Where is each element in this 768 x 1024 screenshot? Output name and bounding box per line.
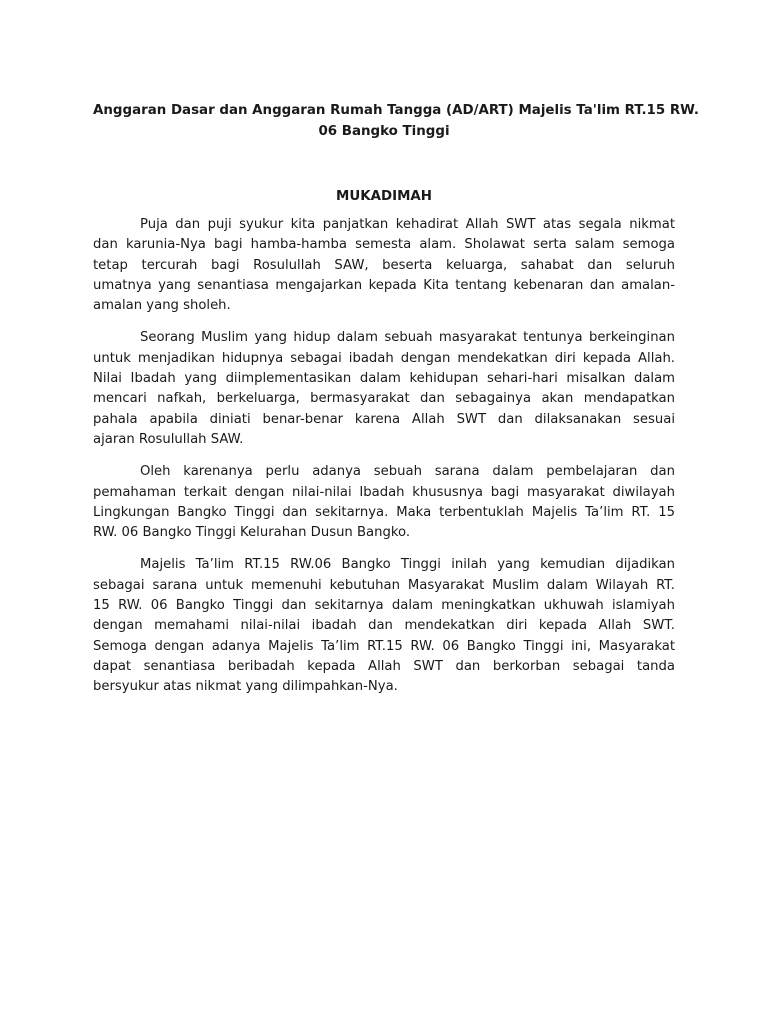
paragraph-line: ajaran Rosulullah SAW. <box>93 431 244 447</box>
paragraph-line: pemahaman terkait dengan nilai-nilai Ibadah khususnya bagi masyarakat diwilayah <box>93 484 675 500</box>
paragraph <box>93 555 675 697</box>
paragraph-line: tetap tercurah bagi Rosulullah SAW, beserta keluarga, sahabat dan seluruh <box>93 257 675 273</box>
document-page <box>93 100 699 710</box>
section-heading: MUKADIMAH <box>336 189 432 204</box>
body-text <box>93 215 675 698</box>
paragraph-line: Majelis Ta’lim RT.15 RW.06 Bangko Tinggi inilah yang kemudian dijadikan <box>140 557 675 573</box>
paragraph-line: RW. 06 Bangko Tinggi Kelurahan Dusun Bangko. <box>93 525 411 541</box>
paragraph <box>93 328 675 450</box>
paragraph-line: untuk menjadikan hidupnya sebagai ibadah dengan mendekatkan diri kepada Allah. <box>93 350 675 366</box>
paragraph-line: pahala apabila diniati benar-benar karena Allah SWT dan dilaksanakan sesuai <box>93 411 675 427</box>
paragraph <box>93 462 675 543</box>
paragraph-line: Semoga dengan adanya Majelis Ta’lim RT.15 RW. 06 Bangko Tinggi ini, Masyarakat <box>93 638 675 654</box>
paragraph-line: Seorang Muslim yang hidup dalam sebuah masyarakat tentunya berkeinginan <box>140 330 675 346</box>
paragraph-line: 15 RW. 06 Bangko Tinggi dan sekitarnya dalam meningkatkan ukhuwah islamiyah <box>93 598 675 614</box>
paragraph-line: sebagai sarana untuk memenuhi kebutuhan Masyarakat Muslim dalam Wilayah RT. <box>93 577 675 593</box>
document-title <box>93 100 699 142</box>
paragraph-line: Nilai Ibadah yang diimplementasikan dalam kehidupan sehari-hari misalkan dalam <box>93 371 675 387</box>
paragraph-line: mencari nafkah, berkeluarga, bermasyarakat dan sebagainya akan mendapatkan <box>93 391 675 407</box>
paragraph-line: dengan memahami nilai-nilai ibadah dan mendekatkan diri kepada Allah SWT. <box>93 618 675 634</box>
paragraph-line: umatnya yang senantiasa mengajarkan kepada Kita tentang kebenaran dan amalan- <box>93 277 675 293</box>
paragraph-line: Puja dan puji syukur kita panjatkan kehadirat Allah SWT atas segala nikmat <box>140 217 675 232</box>
paragraph-line: Oleh karenanya perlu adanya sebuah sarana dalam pembelajaran dan <box>140 464 675 480</box>
paragraph <box>93 215 675 316</box>
paragraph-line: Lingkungan Bangko Tinggi dan sekitarnya. Maka terbentuklah Majelis Ta’lim RT. 15 <box>93 504 675 520</box>
paragraph-line: bersyukur atas nikmat yang dilimpahkan-Nya. <box>93 679 398 695</box>
paragraph-line: amalan yang sholeh. <box>93 298 231 314</box>
title-line: 06 Bangko Tinggi <box>318 124 450 139</box>
paragraph-line: dan karunia-Nya bagi hamba-hamba semesta alam. Sholawat serta salam semoga <box>93 237 675 253</box>
title-line: Anggaran Dasar dan Anggaran Rumah Tangga (AD/ART) Majelis Ta'lim RT.15 RW. <box>93 103 699 118</box>
paragraph-line: dapat senantiasa beribadah kepada Allah SWT dan berkorban sebagai tanda <box>93 658 675 674</box>
